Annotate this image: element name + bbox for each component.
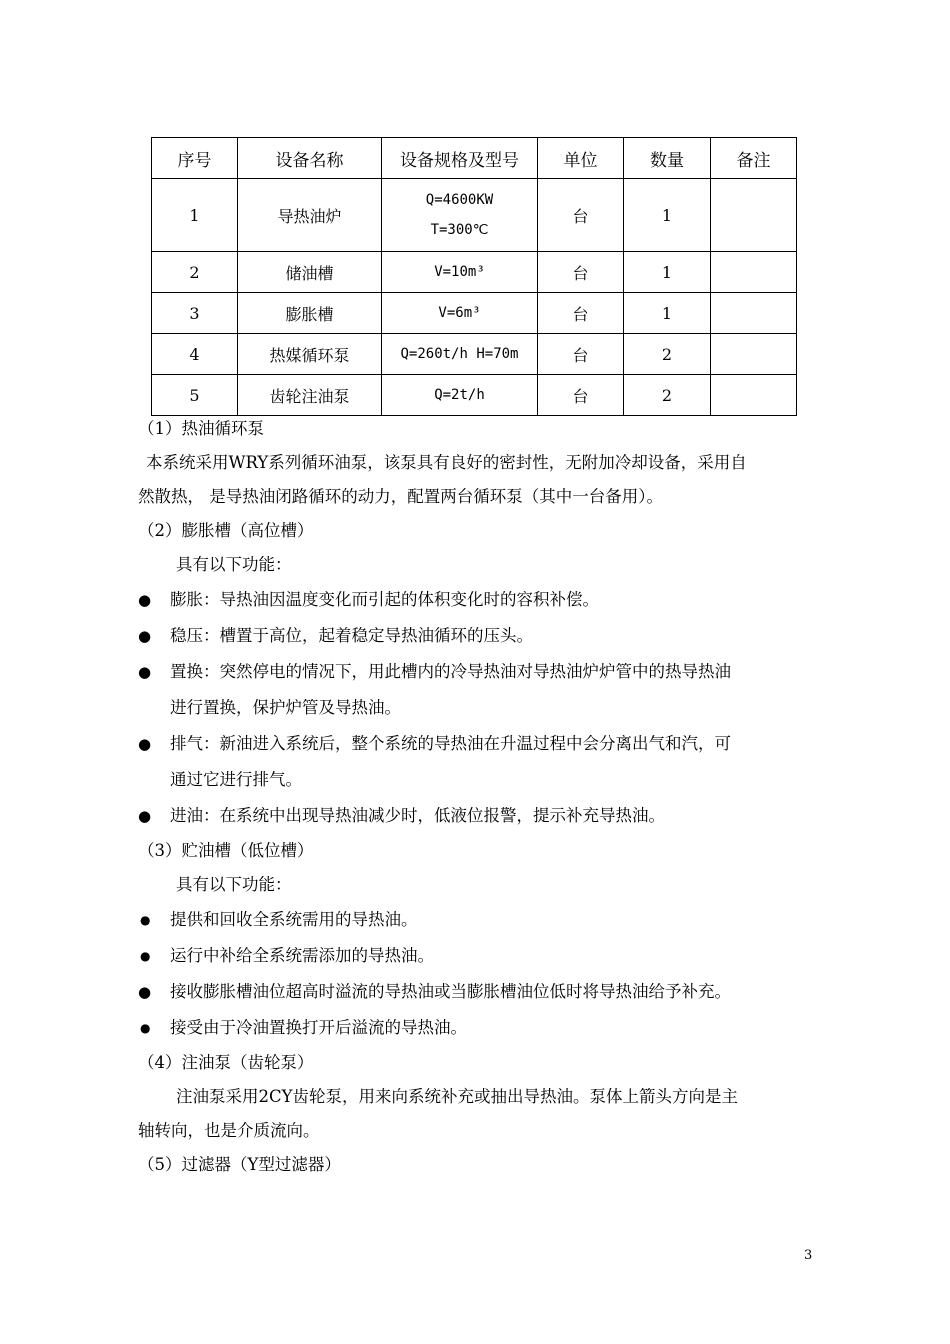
section-heading-1: （1）热油循环泵 <box>138 419 264 438</box>
list-item-text: 膨胀：导热油因温度变化而引起的体积变化时的容积补偿。 <box>170 590 599 609</box>
list-item-text: 进油：在系统中出现导热油减少时，低液位报警，提示补充导热油。 <box>170 806 665 825</box>
header-cell-no: 序号 <box>152 138 238 179</box>
list-item <box>138 938 820 974</box>
bullet-icon: ● <box>138 627 152 645</box>
cell-unit: 台 <box>538 252 624 293</box>
paragraph-line: 轴转向，也是介质流向。 <box>138 1121 320 1140</box>
section-intro: 具有以下功能： <box>176 555 292 574</box>
section-heading-2: （2）膨胀槽（高位槽） <box>138 521 314 540</box>
cell-unit: 台 <box>538 293 624 334</box>
cell-note <box>711 179 797 252</box>
table-row <box>152 293 797 334</box>
table-row <box>152 375 797 416</box>
bullet-icon: ● <box>138 663 152 681</box>
cell-note <box>711 334 797 375</box>
cell-note <box>711 252 797 293</box>
cell-qty: 1 <box>624 179 711 252</box>
cell-spec: V=10m³ <box>382 252 538 293</box>
header-cell-note: 备注 <box>711 138 797 179</box>
bullet-icon: ● <box>138 591 152 609</box>
equipment-table <box>151 137 797 416</box>
header-cell-unit: 单位 <box>538 138 624 179</box>
cell-name: 膨胀槽 <box>238 293 382 334</box>
list-item <box>138 654 820 726</box>
cell-no: 5 <box>152 375 238 416</box>
cell-note <box>711 293 797 334</box>
spec-line: Q=4600KW <box>425 192 494 208</box>
cell-qty: 1 <box>624 293 711 334</box>
list-item <box>138 726 820 798</box>
bullet-icon: ● <box>138 735 152 753</box>
cell-qty: 2 <box>624 334 711 375</box>
bullet-icon: ● <box>140 949 151 963</box>
list-item <box>138 582 820 618</box>
cell-name: 储油槽 <box>238 252 382 293</box>
paragraph-line: 本系统采用WRY系列循环油泵，该泵具有良好的密封性，无附加冷却设备，采用自 <box>146 453 747 472</box>
list-item-text: 稳压：槽置于高位，起着稳定导热油循环的压头。 <box>170 626 533 645</box>
cell-name: 齿轮注油泵 <box>238 375 382 416</box>
list-item-text: 排气：新油进入系统后，整个系统的导热油在升温过程中会分离出气和汽，可 <box>170 734 731 753</box>
list-item-text: 进行置换，保护炉管及导热油。 <box>170 698 401 717</box>
header-cell-qty: 数量 <box>624 138 711 179</box>
table-row <box>152 179 797 252</box>
list-item <box>138 902 820 938</box>
spec-line: T=300℃ <box>430 222 489 238</box>
body-text <box>138 412 820 1182</box>
cell-qty: 2 <box>624 375 711 416</box>
cell-name: 导热油炉 <box>238 179 382 252</box>
cell-note <box>711 375 797 416</box>
cell-spec: Q=260t/h H=70m <box>382 334 538 375</box>
list-item <box>138 618 820 654</box>
bullet-icon: ● <box>138 983 152 1001</box>
section-intro: 具有以下功能： <box>176 875 292 894</box>
list-item <box>138 1010 820 1046</box>
list-item <box>138 974 820 1010</box>
bullet-icon: ● <box>138 807 152 825</box>
table-row <box>152 334 797 375</box>
bullet-icon: ● <box>140 1021 151 1035</box>
cell-spec: Q=2t/h <box>382 375 538 416</box>
cell-unit: 台 <box>538 375 624 416</box>
list-item-text: 置换：突然停电的情况下，用此槽内的冷导热油对导热油炉炉管中的热导热油 <box>170 662 731 681</box>
list-item-text: 运行中补给全系统需添加的导热油。 <box>170 946 434 965</box>
list-item-text: 提供和回收全系统需用的导热油。 <box>170 910 418 929</box>
cell-unit: 台 <box>538 179 624 252</box>
cell-no: 3 <box>152 293 238 334</box>
paragraph-line: 然散热， 是导热油闭路循环的动力，配置两台循环泵（其中一台备用）。 <box>138 487 663 506</box>
header-cell-name: 设备名称 <box>238 138 382 179</box>
cell-unit: 台 <box>538 334 624 375</box>
page-number: 3 <box>804 1248 813 1263</box>
table-header-row <box>152 138 797 179</box>
list-item-text: 通过它进行排气。 <box>170 770 302 789</box>
cell-no: 1 <box>152 179 238 252</box>
cell-spec <box>382 179 538 252</box>
list-item <box>138 798 820 834</box>
cell-no: 4 <box>152 334 238 375</box>
header-cell-spec: 设备规格及型号 <box>382 138 538 179</box>
paragraph-line: 注油泵采用2CY齿轮泵，用来向系统补充或抽出导热油。泵体上箭头方向是主 <box>176 1087 739 1106</box>
cell-qty: 1 <box>624 252 711 293</box>
section-heading-3: （3）贮油槽（低位槽） <box>138 841 314 860</box>
cell-no: 2 <box>152 252 238 293</box>
table-row <box>152 252 797 293</box>
cell-spec: V=6m³ <box>382 293 538 334</box>
bullet-icon: ● <box>140 913 151 927</box>
section-heading-4: （4）注油泵（齿轮泵） <box>138 1053 314 1072</box>
cell-name: 热媒循环泵 <box>238 334 382 375</box>
section-heading-5: （5）过滤器（Y型过滤器） <box>138 1155 341 1174</box>
list-item-text: 接受由于冷油置换打开后溢流的导热油。 <box>170 1018 467 1037</box>
list-item-text: 接收膨胀槽油位超高时溢流的导热油或当膨胀槽油位低时将导热油给予补充。 <box>170 982 731 1001</box>
